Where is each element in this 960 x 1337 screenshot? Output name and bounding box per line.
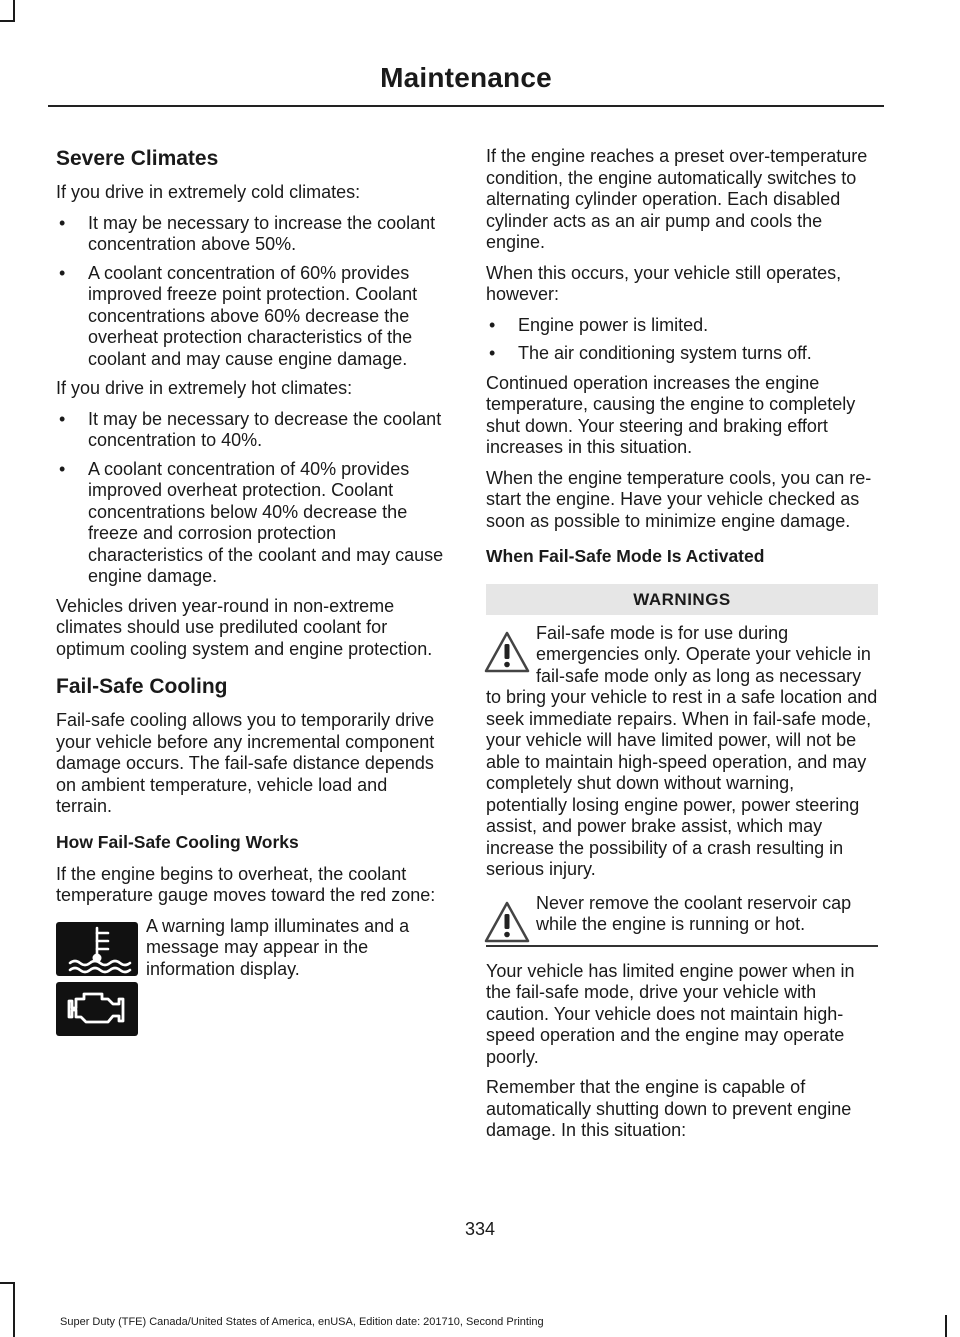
bullet: • — [489, 314, 496, 335]
hot-bullet-list — [56, 409, 448, 588]
continued-operation-paragraph: Continued operation increases the engine temperature, causing the engine to completely shut down. Your steering and braking effort increases in this situation. — [486, 372, 856, 457]
year-round-paragraph: Vehicles driven year-round in non-extreme climates should use prediluted coolant for optimum cooling system and engine protection. — [56, 595, 433, 659]
list-item-text: It may be necessary to decrease the coolant concentration to 40%. — [88, 408, 442, 451]
list-item — [56, 409, 448, 452]
limited-power-paragraph: Your vehicle has limited engine power when in the fail-safe mode, drive your vehicle with caution. Your vehicle does not maintain high-speed operation and the engine may operate poorly. — [486, 960, 855, 1067]
page-title: Maintenance — [380, 62, 552, 93]
warning-lamp-row — [56, 916, 448, 1040]
warning-block — [486, 623, 878, 881]
list-item-text: A coolant concentration of 60% provides improved freeze point protection. Coolant concentrations above 60% decrease the overheat protection characteristics of the coolant and may cause engine damage. — [88, 262, 418, 369]
still-operates-paragraph: When this occurs, your vehicle still operates, however: — [486, 262, 842, 304]
fail-safe-cooling-heading: Fail-Safe Cooling — [56, 675, 228, 699]
shutdown-paragraph: Remember that the engine is capable of automatically shutting down to prevent engine damage. In this situation: — [486, 1077, 852, 1141]
right-column — [486, 146, 878, 1151]
list-item-text: The air conditioning system turns off. — [518, 343, 812, 363]
header-rule — [48, 105, 884, 107]
edition-footer: Super Duty (TFE) Canada/United States of America, enUSA, Edition date: 201710, Second Printing — [60, 1316, 544, 1328]
list-item-text: A coolant concentration of 40% provides improved overheat protection. Coolant concentrations below 40% decrease the freeze and corrosion protection characteristics of the coolant and may cause engine damage. — [88, 458, 444, 587]
warning-text: Fail-safe mode is for use during emergencies only. Operate your vehicle in fail-safe mode only as long as necessary to bring your vehicle to rest in a safe location and seek immediate repairs. When in fail-safe mode, your vehicle will have limited power, will not be able to maintain high-speed operation, and may completely shut down without warning, potentially losing engine power, power steering assist, and power brake assist, which may increase the possibility of a crash resulting in serious injury. — [486, 622, 878, 880]
list-item — [56, 213, 448, 256]
cold-intro: If you drive in extremely cold climates: — [56, 182, 361, 203]
warning-triangle-icon — [482, 899, 532, 945]
crop-mark — [0, 1282, 15, 1284]
list-item — [486, 343, 878, 365]
warning-block — [486, 893, 878, 936]
coolant-temperature-warning-icon — [56, 922, 138, 976]
list-item — [56, 459, 448, 588]
page-number: 334 — [464, 1219, 496, 1239]
list-item-text: Engine power is limited. — [518, 314, 709, 335]
check-engine-icon — [56, 982, 138, 1036]
over-temperature-paragraph: If the engine reaches a preset over-temperature condition, the engine automatically switches to alternating cylinder operation. Each disabled cylinder acts as an air pump and cools the engine. — [486, 146, 868, 252]
bullet: • — [489, 343, 496, 363]
hot-intro: If you drive in extremely hot climates: — [56, 378, 353, 399]
crop-mark — [13, 1282, 15, 1337]
crop-mark — [0, 20, 15, 22]
bullet: • — [59, 212, 66, 233]
list-item-text: It may be necessary to increase the coolant concentration above 50%. — [88, 212, 436, 255]
overheat-paragraph: If the engine begins to overheat, the coolant temperature gauge moves toward the red zone: — [56, 863, 436, 906]
warning-text: Never remove the coolant reservoir cap while the engine is running or hot. — [536, 892, 852, 935]
limitations-bullet-list — [486, 315, 878, 365]
warnings-banner: WARNINGS — [486, 584, 878, 615]
warnings-end-rule — [486, 945, 878, 947]
list-item — [56, 263, 448, 371]
warning-triangle-icon — [482, 629, 532, 675]
fail-safe-paragraph: Fail-safe cooling allows you to temporarily drive your vehicle before any incremental component damage occurs. The fail-safe distance depends on ambient temperature, vehicle load and terrain. — [56, 710, 435, 817]
warning-lamp-text: A warning lamp illuminates and a message may appear in the information display. — [146, 915, 410, 979]
cold-bullet-list — [56, 213, 448, 371]
crop-mark — [13, 0, 15, 20]
left-column — [56, 146, 448, 1040]
list-item — [486, 315, 878, 337]
severe-climates-heading: Severe Climates — [56, 147, 219, 170]
bullet: • — [59, 262, 66, 283]
restart-paragraph: When the engine temperature cools, you can re-start the engine. Have your vehicle checked as soon as possible to minimize engine damage. — [486, 467, 872, 531]
crop-mark — [945, 1315, 947, 1337]
how-it-works-heading: How Fail-Safe Cooling Works — [56, 831, 299, 852]
fail-safe-activated-heading: When Fail-Safe Mode Is Activated — [486, 546, 765, 566]
bullet: • — [59, 408, 66, 429]
bullet: • — [59, 458, 66, 479]
